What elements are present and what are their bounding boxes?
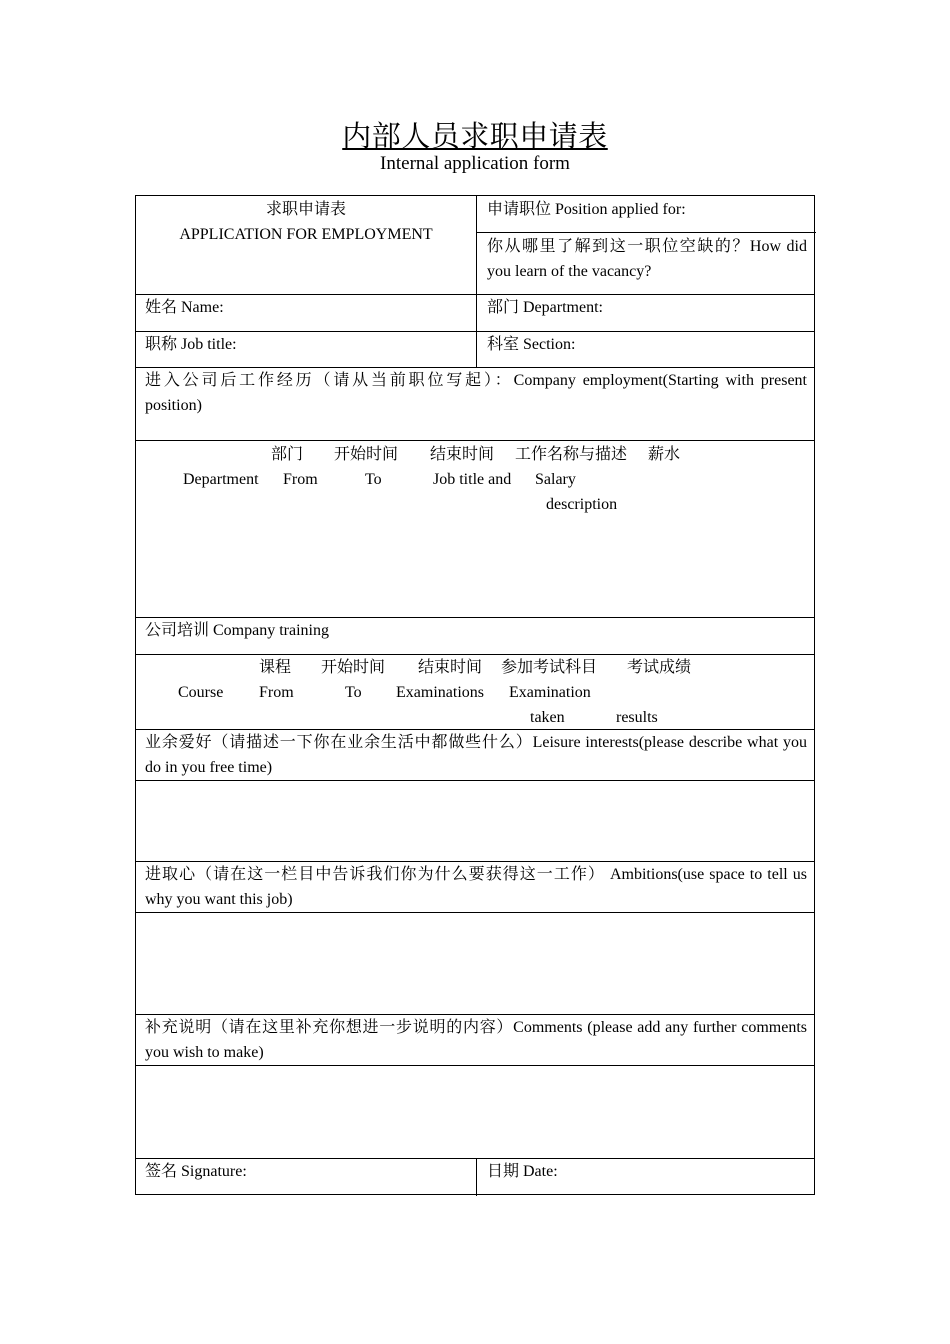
section-field[interactable]: 科室 Section:: [487, 336, 576, 353]
training-col-from-cn: 开始时间: [321, 659, 386, 676]
application-form-table: [135, 195, 815, 1195]
training-col-taken-en: taken: [530, 709, 565, 726]
ambitions-heading-cont: why you want this job): [145, 891, 293, 908]
employment-heading: 进入公司后工作经历（请从当前职位写起）：Company employment(Starting with present: [145, 372, 807, 389]
employment-col-from-en: From: [283, 471, 318, 488]
employment-col-jobtitle-cn: 工作名称与描述: [515, 446, 628, 463]
position-applied-field[interactable]: 申请职位 Position applied for:: [487, 201, 686, 218]
training-col-to-en: To: [345, 684, 362, 701]
employment-col-to-en: To: [365, 471, 382, 488]
leisure-heading: 业余爱好（请描述一下你在业余生活中都做些什么）Leisure interests(please describe what you: [145, 734, 807, 751]
training-col-from-en: From: [259, 684, 294, 701]
header-title-cn: 求职申请表: [265, 201, 346, 218]
form-subtitle: Internal application form: [380, 153, 570, 174]
comments-heading-cont: you wish to make): [145, 1044, 264, 1061]
ambitions-answer-area[interactable]: [137, 913, 814, 1013]
training-col-exam-subject-cn: 参加考试科目: [501, 659, 598, 676]
employment-col-from-cn: 开始时间: [334, 446, 399, 463]
training-col-exam-result-en: Examination: [509, 684, 591, 701]
date-field[interactable]: 日期 Date:: [487, 1163, 558, 1180]
signature-field[interactable]: 签名 Signature:: [145, 1163, 247, 1180]
vacancy-source-label: 你从哪里了解到这一职位空缺的？How did: [487, 238, 807, 255]
training-col-course-en: Course: [178, 684, 224, 701]
training-col-results-en: results: [616, 709, 658, 726]
leisure-answer-area[interactable]: [137, 781, 814, 860]
comments-answer-area[interactable]: [137, 1066, 814, 1157]
training-col-course-cn: 课程: [259, 659, 292, 676]
training-col-exam-result-cn: 考试成绩: [627, 659, 692, 676]
training-col-exam-subject-en: Examinations: [396, 684, 484, 701]
employment-col-salary-cn: 薪水: [648, 446, 681, 463]
header-title-en: APPLICATION FOR EMPLOYMENT: [179, 226, 433, 243]
employment-col-description-en: description: [546, 496, 618, 513]
comments-heading: 补充说明（请在这里补充你想进一步说明的内容）Comments (please add any further comments: [145, 1019, 807, 1036]
job-title-field[interactable]: 职称 Job title:: [145, 336, 237, 353]
employment-col-jobtitle-en: Job title and: [433, 471, 512, 488]
employment-col-department-en: Department: [183, 471, 259, 488]
ambitions-heading: 进取心（请在这一栏目中告诉我们你为什么要获得这一工作） Ambitions(use space to tell us: [145, 866, 807, 883]
department-field[interactable]: 部门 Department:: [487, 299, 603, 316]
employment-heading-cont: position): [145, 397, 202, 414]
vacancy-source-label-cont: you learn of the vacancy?: [487, 263, 652, 280]
leisure-heading-cont: do in you free time): [145, 759, 273, 776]
training-col-to-cn: 结束时间: [418, 659, 483, 676]
name-field[interactable]: 姓名 Name:: [145, 299, 224, 316]
form-title: 内部人员求职申请表: [342, 121, 608, 153]
training-heading: 公司培训 Company training: [145, 622, 329, 639]
employment-col-salary-en: Salary: [535, 471, 576, 488]
employment-col-department-cn: 部门: [271, 446, 304, 463]
employment-col-to-cn: 结束时间: [430, 446, 495, 463]
